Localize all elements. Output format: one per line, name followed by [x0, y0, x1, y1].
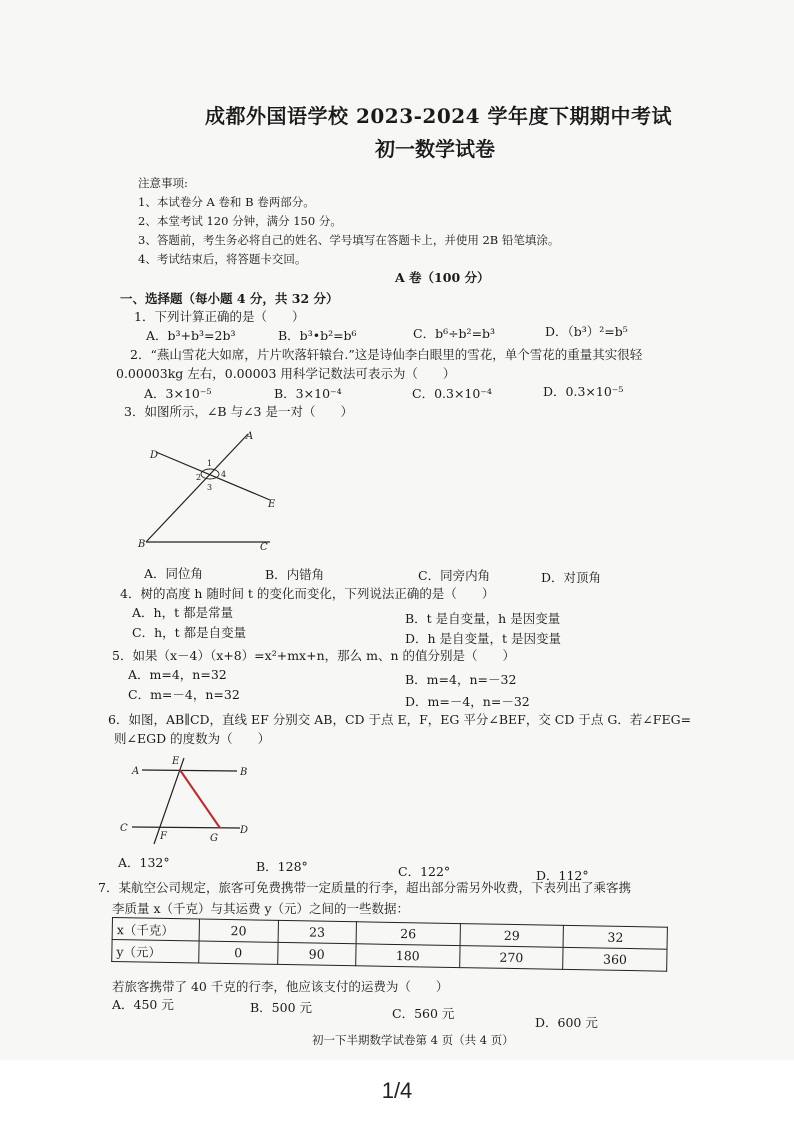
option-a: A．m=4，n=32 — [128, 667, 227, 682]
table-cell: 23 — [278, 920, 357, 943]
option-d: D．对顶角 — [541, 570, 602, 585]
table-cell: 26 — [356, 922, 460, 946]
table-cell: 32 — [563, 925, 667, 949]
question-stem: 4．树的高度 h 随时间 t 的变化而变化，下列说法正确的是（ ） — [120, 586, 495, 601]
option-b: B．b³•b²=b⁶ — [278, 328, 357, 343]
option-a: A．同位角 — [144, 566, 204, 581]
point-label-b: B — [138, 539, 146, 550]
point-label-c: C — [120, 823, 128, 834]
question-stem: 2．“燕山雪花大如席，片片吹落轩辕台.”这是诗仙李白眼里的雪花，单个雪花的重量其实很轻 — [130, 347, 643, 362]
question-stem: 0.00003kg 左右，0.00003 用科学记数法可表示为（ ） — [116, 366, 456, 381]
angle-label-2: 2 — [196, 473, 202, 482]
option-b: B．500 元 — [250, 1000, 313, 1015]
option-a: A．h，t 都是常量 — [132, 605, 234, 620]
option-b: B．128° — [256, 859, 308, 874]
parallel-lines-figure — [112, 748, 262, 848]
part1-heading: 一、选择题（每小题 4 分，共 32 分） — [120, 291, 339, 306]
point-label-g: G — [210, 833, 218, 844]
question-stem: 6．如图，AB∥CD，直线 EF 分别交 AB，CD 于点 E，F，EG 平分∠BEF，交 CD 于点 G．若∠FEG= — [108, 712, 692, 727]
point-label-f: F — [160, 831, 167, 842]
point-label-a: A — [246, 431, 254, 442]
notes-heading: 注意事项: — [138, 176, 188, 190]
question-stem: 5．如果（x－4）（x+8）=x²+mx+n，那么 m、n 的值分别是（ ） — [112, 648, 515, 663]
option-d: D．h 是自变量，t 是因变量 — [405, 631, 562, 646]
option-d: D．600 元 — [535, 1015, 598, 1030]
table-cell: 180 — [356, 944, 460, 968]
option-b: B．m=4，n=－32 — [405, 672, 517, 687]
point-label-d: D — [150, 450, 159, 461]
page-footer: 初一下半期数学试卷第 4 页（共 4 页） — [312, 1033, 514, 1047]
point-label-b: B — [240, 767, 248, 778]
point-label-e: E — [172, 756, 180, 767]
option-a: A．3×10⁻⁵ — [144, 386, 212, 401]
note-item: 3、答题前，考生务必将自己的姓名、学号填写在答题卡上，并使用 2B 铅笔填涂。 — [138, 233, 560, 247]
option-c: C．b⁶÷b²=b³ — [413, 326, 496, 341]
option-d: D．m=－4，n=－32 — [405, 694, 530, 709]
freight-table — [111, 917, 668, 972]
option-c: C．m=－4，n=32 — [128, 687, 240, 702]
question-stem: 若旅客携带了 40 千克的行李，他应该支付的运费为（ ） — [112, 979, 449, 994]
option-d: D．0.3×10⁻⁵ — [543, 384, 624, 399]
option-b: B．t 是自变量，h 是因变量 — [405, 611, 561, 626]
note-item: 4、考试结束后，将答题卡交回。 — [138, 252, 307, 266]
table-cell: 270 — [459, 946, 563, 970]
point-label-c: C — [260, 542, 268, 553]
point-label-e: E — [268, 499, 276, 510]
angle-figure — [130, 420, 290, 555]
page-indicator: 1/4 — [381, 1078, 413, 1103]
point-label-d: D — [240, 825, 249, 836]
question-stem: 1．下列计算正确的是（ ） — [134, 309, 305, 324]
option-c: C．560 元 — [392, 1006, 455, 1021]
angle-label-1: 1 — [207, 459, 213, 468]
question-stem: 3．如图所示，∠B 与∠3 是一对（ ） — [124, 404, 353, 419]
table-cell: 29 — [460, 924, 564, 948]
option-d: D．112° — [536, 868, 589, 883]
question-stem: 李质量 x（千克）与其运费 y（元）之间的一些数据： — [112, 901, 410, 916]
option-c: C．h，t 都是自变量 — [132, 625, 247, 640]
option-a: A．b³+b³=2b³ — [146, 328, 236, 343]
table-row-label: x（千克） — [112, 918, 199, 942]
option-c: C．122° — [398, 864, 451, 879]
angle-label-4: 4 — [221, 470, 227, 479]
table-cell: 20 — [199, 919, 278, 942]
angle-label-3: 3 — [207, 483, 213, 492]
table-cell: 0 — [199, 941, 278, 964]
option-b: B．3×10⁻⁴ — [274, 386, 342, 401]
question-stem: 7．某航空公司规定，旅客可免费携带一定质量的行李，超出部分需另外收费，下表列出了乘客携 — [98, 880, 631, 895]
exam-title: 成都外国语学校 2023-2024 学年度下期期中考试 — [205, 104, 673, 128]
table-row-label: y（元） — [112, 940, 199, 964]
option-d: D．（b³）²=b⁵ — [545, 324, 628, 339]
option-a: A．132° — [118, 855, 170, 870]
table-cell: 360 — [563, 947, 667, 971]
option-c: C．0.3×10⁻⁴ — [412, 386, 492, 401]
section-a-heading: A 卷（100 分） — [395, 270, 490, 285]
point-label-a: A — [132, 766, 140, 777]
option-a: A．450 元 — [112, 997, 174, 1012]
question-stem: 则∠EGD 的度数为（ ） — [114, 731, 271, 746]
table-cell: 90 — [277, 942, 356, 965]
note-item: 1、本试卷分 A 卷和 B 卷两部分。 — [138, 195, 315, 209]
exam-subtitle: 初一数学试卷 — [375, 137, 495, 161]
note-item: 2、本堂考试 120 分钟，满分 150 分。 — [138, 214, 342, 228]
option-b: B．内错角 — [265, 567, 325, 582]
option-c: C．同旁内角 — [418, 568, 491, 583]
